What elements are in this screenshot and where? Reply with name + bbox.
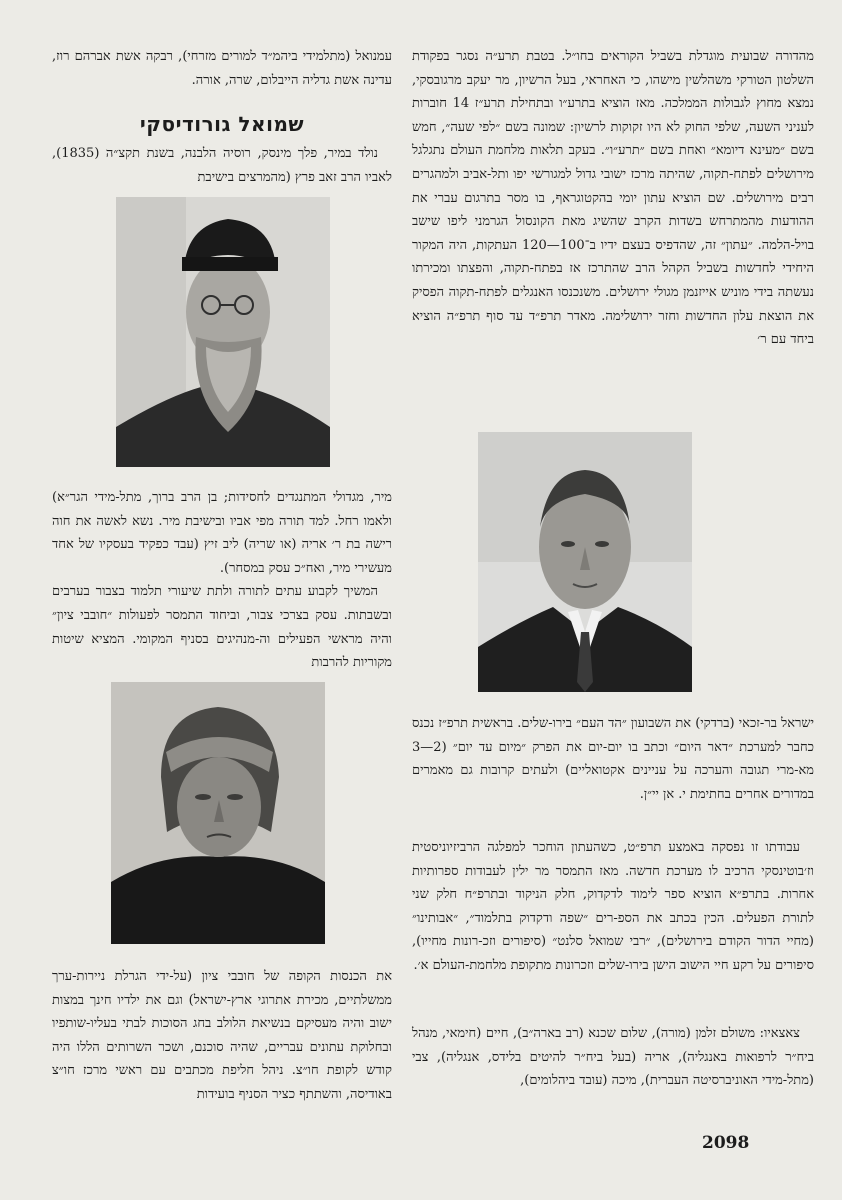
paragraph: ישראל בר-זכאי (ברדקי) את השבועון ״הד העם״ בירו-שלים. בראשית תרפ״ז נכנס כחבר למערכת ״דאר היום״ וכתב בו יום-יום את הפרק ״מיום עד יום״ (2—3 מא-מרי תגובה והערכה על עניינים אקטואליים) ולעתים קרובות גם מאמרים במדורים אחרים בחתימת י. אן יי״ן. [411, 716, 814, 802]
portrait-man-photo [478, 432, 692, 692]
portrait-rabbi-photo [116, 197, 330, 467]
portrait-man-image [478, 432, 692, 692]
left-column-bottom [52, 965, 392, 1107]
portrait-woman-photo [111, 682, 325, 944]
page-number: 2098 [702, 1133, 750, 1153]
right-column-block-2 [412, 712, 814, 806]
portrait-rabbi-image [116, 197, 330, 467]
paragraph: מהדורה שבועית מוגדלת בשביל הקוראים בחו״ל. בטבת תרע״ה נסגר בפקודת השלטון הטורקי משהלשין מישהו, כי האחראי, בעל הרשיון, מר יעקב מרגובסקי, נמצא מחוץ לגבולות הממלכה. מאז הוציא בתרע״ו ובתחילת תרע״ז 14 חוברות לעניני השעה, שלפי החוק לא היו זקוקות לרשיון: שמונה בשם ״לפי שעה״, חמש בשם ״מעינא דיומא״ ואחת בשם ״תרע״ו״. בעקב תלאות מלחמת העולם נתגלגל מירושלים לפתח-תקוה, שהיתה מרכז ישובי גדול למגורשי יפו ותל-אביב ולמהגרים רבים מירושלים. שם הוציא עתון יומי בהקטוגראף, בו מסר בתרגום עברי את ההודעות מהמתרחש בשדות הקרב שהשיג מאת הקונסול הגרמני ליפו שישב בויל-הלמה. ״עתון״ זה, שהדפיס בעצם ידיו ב־100—120 העתקות, היה המקור היחידי לחדשות בשביל הקהל הרב שהתרכז אז בפתח-תקוה, והפצתו ומכירתו נעשתה בידי מוניש אייזנמן מגולי ירושלים. משנכנסו האנגלים לפתח-תקוה הפסיק את הוצאת עלון החדשות וחזר ירושלימה. מאדר תרפ״ד עד סוף תרפ״ה הוציא ביחד עם ר׳ [412, 49, 814, 348]
paragraph: נולד במיר, פלך מינסק, רוסיה הלבנה, בשנת תקצ״ה (1835), לאביו הרב זאב פרץ (מהמרצים בישיבת [52, 146, 392, 185]
left-column-middle [52, 486, 392, 675]
right-column-block-3 [412, 836, 814, 978]
paragraph: עבודתו זו נפסקה באמצע תרפ״ט, כשהעתון הוחכר למפלגה הרביזיוניסטית וז׳בוטינסקי הרכיב לו מערכת חדשה. מאז התמסר מר ילין לעבודות ספרותיות אחרות. בתרפ״א הוציא ספר לימוד לדקדוק, חלק הניקוד ובתרפ״ח חלק שני לתורת הפעלים. הכין בכתב את הספ-רים ״שפה ודקדוק בתלמוד״, ״אבותינו״ (מחיי הדור הקודם בירושלים), ״רבי שמואל סלנט״ (סיפורים וזכ-רונות מחייו), סיפורים על רקע חיי הישוב הישן בירו-שלים וזכרונות מתקופת מלחמת-העולם א׳. [412, 840, 814, 973]
right-column-block-4 [412, 1022, 814, 1093]
paragraph: המשיך לקבוע עתים לתורה ולתת שיעורי תלמוד בצבור בערבים ובשבתות. עסק בצרכי צבור, וביחוד התמסר לפעולות ״חובבי ציון״ והיה מראשי הפעילים וה-מנהיגים בסניף המקומי. המציא שיטות מקוריות להרבות [52, 584, 392, 671]
left-column-intro [52, 142, 392, 189]
article-title: שמואל גורודיסקי [139, 112, 305, 136]
paragraph: את הכנסות הקופה של חובבי ציון (על-ידי הגרלת ניירות-ערך ממשלתיים, מכירת אתרוגי ארץ-ישראל) וגם את ילדיו חינך במצות ישוב והיה מעסיקם בנשיאת הלולב בחג הסוכות לבתי בעליו-שותפיו ובחלוקת עתונים עבריים, שהיה סוכנם, ושכר השרותים הללו היה קודש לקופת חו״צ. ניהל חליפת מכתבים עם ראשי מרכז חו״צ באודיסה, והשתתף כציר הסניף בועידות [52, 969, 392, 1102]
paragraph: מיר, מגדולי המתנגדים לחסידות; בן הרב ברוך, מתל-מידי הגר״א) ולאמו רחל. למד תורה מפי אביו ובישיבת מיר. נשא לאשה את חוה רישה בת ר׳ אריה (או שריה) ליב זיץ (עבד כפקיד בעסקיו של אחד מעשירי מיר, ואח״כ עסק במסחר). [52, 490, 392, 576]
left-column-continuation [52, 45, 392, 92]
descendants-paragraph: צאצאיו: משולם זלמן (מורה), שלום שכנא (רב בארה״ב), חיים (חימאי, מנהל ביח״ר לרפואות באנגליה), אריה (בעל ביח״ר להיטים בלידס, אנגליה), צבי (מתל-מידי האוניברסיטה העברית), מיכה (עובד ביהלומים), [412, 1026, 814, 1089]
right-column-block-top [412, 45, 814, 352]
portrait-woman-image [111, 682, 325, 944]
paragraph: עמנואל (מתלמידי ביהמ״ד למורים מזרחי), רבקה אשת אברהם רוז, עדינה אשת גדליה הייבלום, שרה, אורה. [52, 49, 392, 88]
